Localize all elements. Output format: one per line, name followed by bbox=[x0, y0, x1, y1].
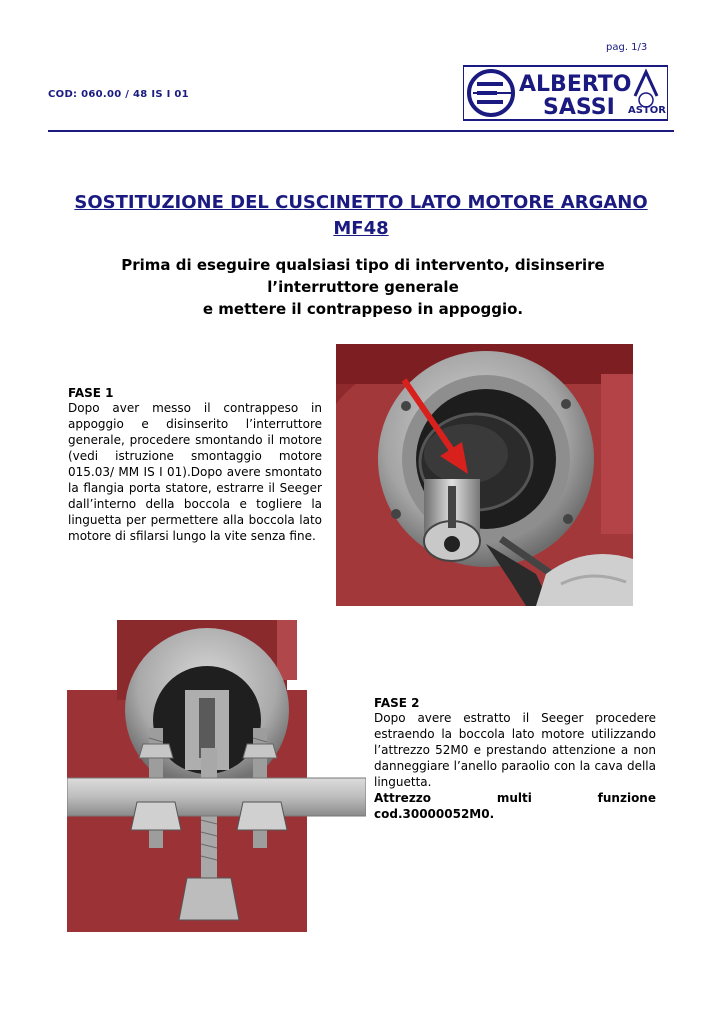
logo-brand: ASTOR bbox=[628, 105, 666, 116]
title-line1: SOSTITUZIONE DEL CUSCINETTO LATO MOTORE ARGANO bbox=[74, 192, 648, 213]
page-number: pag. 1/3 bbox=[606, 42, 648, 53]
document-title bbox=[50, 190, 672, 242]
logo-emblem-icon bbox=[469, 71, 513, 115]
safety-warning bbox=[60, 254, 666, 320]
warning-line3: e mettere il contrappeso in appoggio. bbox=[202, 300, 524, 318]
title-line2: MF48 bbox=[333, 218, 389, 239]
tool-line2: cod.30000052M0. bbox=[374, 807, 495, 821]
phase1-text: Dopo aver messo il contrappeso in appoggio e disinserito l’interruttore generale, procedere smontando il motore (vedi istruzione smontaggio motore 015.03/ MM IS I 01).Dopo avere smontato la flangia porta statore, estrarre il Seeger dall’interno della boccola e togliere la linguetta per permettere alla boccola lato motore di sfilarsi lungo la vite senza fine. bbox=[68, 401, 322, 543]
logo-line1: ALBERTO bbox=[519, 72, 632, 97]
document-code: COD: 060.00 / 48 IS I 01 bbox=[48, 89, 189, 100]
phase1-block bbox=[68, 386, 322, 544]
phase1-photo bbox=[336, 344, 633, 606]
header-rule bbox=[48, 130, 674, 132]
warning-line1: Prima di eseguire qualsiasi tipo di intervento, disinserire bbox=[121, 256, 605, 274]
phase2-text: Dopo avere estratto il Seeger procedere estraendo la boccola lato motore utilizzando l’attrezzo 52M0 e prestando attenzione a non danneggiare l’anello paraolio con la cava della linguetta. bbox=[374, 711, 656, 789]
phase1-title: FASE 1 bbox=[68, 386, 114, 400]
phase2-block bbox=[374, 696, 656, 822]
phase2-title: FASE 2 bbox=[374, 696, 420, 710]
phase2-photo bbox=[67, 620, 366, 932]
warning-line2: l’interruttore generale bbox=[267, 278, 459, 296]
astor-a-icon bbox=[635, 72, 657, 107]
tool-line1: Attrezzo multi funzione bbox=[374, 791, 656, 805]
company-logo bbox=[463, 64, 668, 122]
logo-line2: SASSI bbox=[543, 95, 615, 120]
